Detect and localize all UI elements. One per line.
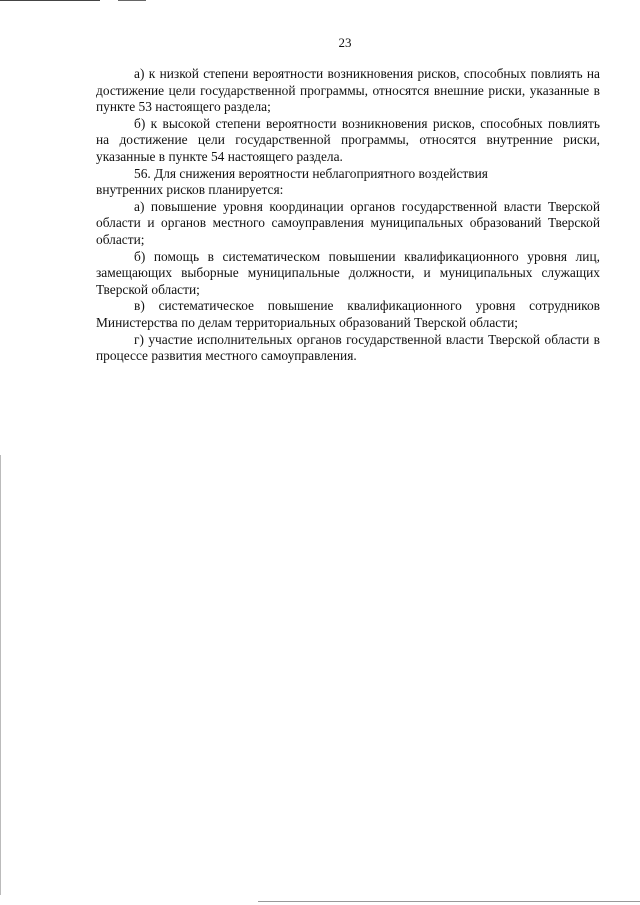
paragraph-measure-b: б) помощь в систематическом повышении квалификационного уровня лиц, замещающих выборные муниципальные должности, и муниципальных служащих Тверской области; <box>96 248 600 297</box>
scan-edge-mark <box>118 0 146 1</box>
scan-edge-mark <box>0 0 100 1</box>
paragraph-item-b-high-risk: б) к высокой степени вероятности возникновения рисков, способных повлиять на достижение цели государственной программы, относятся внутренние риски, указанные в пункте 54 настоящего раздела. <box>96 115 600 164</box>
paragraph-measure-a: а) повышение уровня координации органов государственной власти Тверской области и органов местного самоуправления муниципальных образований Тверской области; <box>96 198 600 247</box>
scan-edge-mark <box>0 455 1 895</box>
page-number: 23 <box>338 35 352 50</box>
document-body <box>96 66 600 365</box>
paragraph-measure-g: г) участие исполнительных органов государственной власти Тверской области в процессе развития местного самоуправления. <box>96 331 600 364</box>
scan-edge-mark <box>258 901 640 902</box>
paragraph-56-heading: 56. Для снижения вероятности неблагоприятного воздействия <box>134 165 488 181</box>
paragraph-56-continuation: внутренних рисков планируется: <box>96 182 284 198</box>
paragraph-measure-v: в) систематическое повышение квалификационного уровня сотрудников Министерства по делам территориальных образований Тверской области; <box>96 298 600 330</box>
paragraph-item-a-low-risk: а) к низкой степени вероятности возникновения рисков, способных повлиять на достижение цели государственной программы, относятся внешние риски, указанные в пункте 53 настоящего раздела; <box>96 66 600 115</box>
